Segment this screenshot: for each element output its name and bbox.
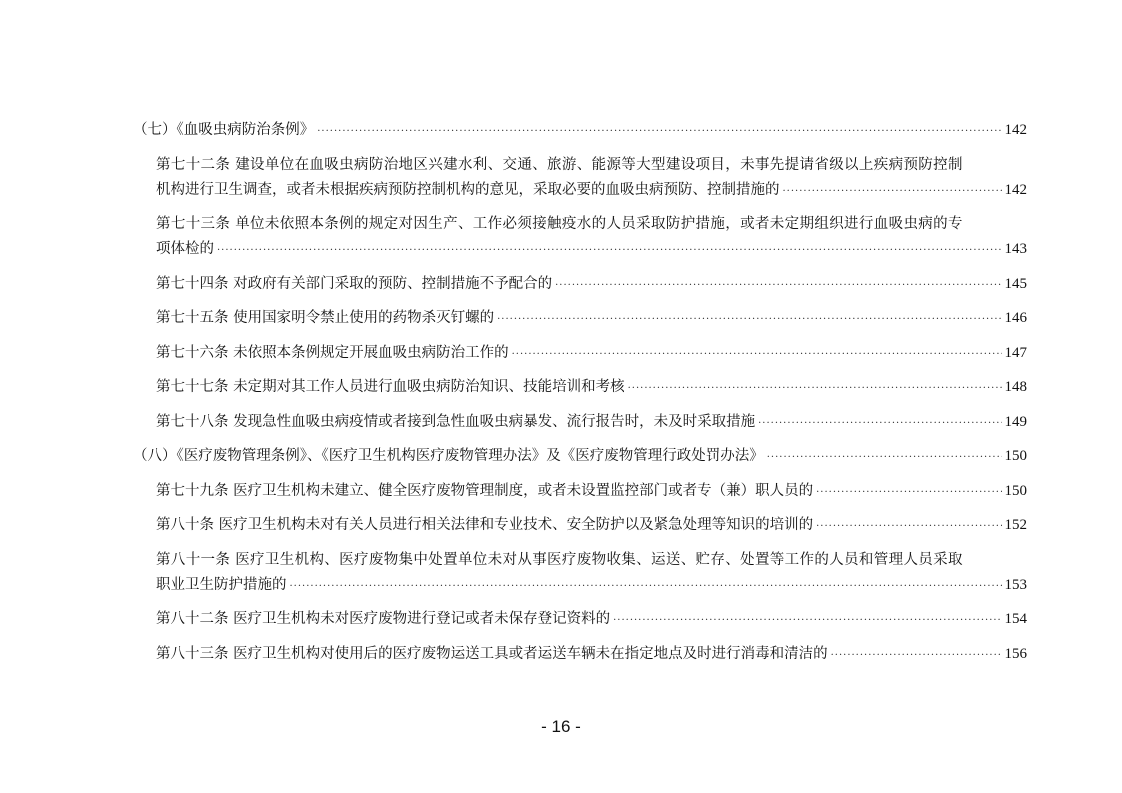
toc-entry-title: （八）《医疗废物管理条例》、《医疗卫生机构医疗废物管理办法》及《医疗废物管理行政处罚办法》 bbox=[133, 448, 764, 464]
toc-section-entry[interactable] bbox=[133, 118, 1027, 143]
toc-entry-title: 第七十八条 发现急性血吸虫病疫情或者接到急性血吸虫病暴发、流行报告时，未及时采取措施 bbox=[156, 413, 756, 430]
dot-leader bbox=[831, 643, 1002, 668]
toc-entry-title: 第七十七条 未定期对其工作人员进行血吸虫病防治知识、技能培训和考核 bbox=[156, 379, 625, 395]
toc-entry-title: 第八十三条 医疗卫生机构对使用后的医疗废物运送工具或者运送车辆未在指定地点及时进行消毒和清洁的 bbox=[156, 645, 828, 662]
toc-article-entry[interactable] bbox=[133, 153, 1027, 203]
toc-entry-title: 第七十四条 对政府有关部门采取的预防、控制措施不予配合的 bbox=[156, 275, 553, 292]
toc-page-number: 153 bbox=[1004, 576, 1027, 593]
toc-page-number: 150 bbox=[1004, 482, 1027, 499]
toc-page-number: 142 bbox=[1004, 181, 1027, 198]
toc-page-number: 145 bbox=[1004, 275, 1027, 292]
dot-leader bbox=[613, 608, 1001, 633]
dot-leader bbox=[783, 179, 1002, 204]
toc-entry-title: 第八十二条 医疗卫生机构未对医疗废物进行登记或者未保存登记资料的 bbox=[156, 611, 611, 627]
toc-article-entry[interactable] bbox=[133, 642, 1027, 667]
footer-page-number: - 16 - bbox=[541, 717, 581, 736]
dot-leader bbox=[217, 238, 1002, 263]
toc-article-entry[interactable] bbox=[133, 607, 1027, 632]
toc-entry-title: 第七十九条 医疗卫生机构未建立、健全医疗废物管理制度，或者未设置监控部门或者专（兼）职人员的 bbox=[156, 482, 814, 499]
dot-leader bbox=[497, 307, 1001, 332]
toc-entry-title-line1: 第七十二条 建设单位在血吸虫病防治地区兴建水利、交通、旅游、能源等大型建设项目，未事先提请省级以上疾病预防控制 bbox=[156, 156, 963, 173]
toc-page-number: 148 bbox=[1004, 379, 1027, 395]
toc-article-entry[interactable] bbox=[133, 513, 1027, 538]
toc-page-number: 154 bbox=[1004, 611, 1027, 627]
toc-entry-title-line2: 项体检的 bbox=[156, 241, 214, 257]
dot-leader bbox=[512, 342, 1002, 367]
dot-leader bbox=[290, 574, 1002, 599]
toc-entry-title: 第八十条 医疗卫生机构未对有关人员进行相关法律和专业技术、安全防护以及紧急处理等知识的培训的 bbox=[156, 517, 814, 533]
dot-leader bbox=[555, 273, 1001, 298]
toc-page-number: 146 bbox=[1004, 310, 1027, 326]
toc-article-entry[interactable] bbox=[133, 375, 1027, 400]
dot-leader bbox=[628, 376, 1002, 401]
dot-leader bbox=[816, 480, 1001, 505]
toc-section-entry[interactable] bbox=[133, 444, 1027, 469]
toc-page-number: 156 bbox=[1004, 645, 1027, 662]
toc-page-number: 152 bbox=[1004, 517, 1027, 533]
table-of-contents bbox=[133, 118, 1027, 676]
toc-entry-title: （七）《血吸虫病防治条例》 bbox=[133, 122, 315, 138]
toc-entry-title-line2: 机构进行卫生调查，或者未根据疾病预防控制机构的意见，采取必要的血吸虫病预防、控制措施的 bbox=[156, 181, 780, 198]
toc-entry-title: 第七十六条 未依照本条例规定开展血吸虫病防治工作的 bbox=[156, 344, 509, 361]
toc-page-number: 147 bbox=[1004, 344, 1027, 361]
dot-leader bbox=[317, 119, 1001, 144]
dot-leader bbox=[767, 445, 1002, 470]
toc-article-entry[interactable] bbox=[133, 306, 1027, 331]
toc-article-entry[interactable] bbox=[133, 272, 1027, 297]
toc-article-entry[interactable] bbox=[133, 341, 1027, 366]
toc-article-entry[interactable] bbox=[133, 548, 1027, 598]
toc-article-entry[interactable] bbox=[133, 479, 1027, 504]
dot-leader bbox=[816, 514, 1001, 539]
toc-entry-title: 第七十五条 使用国家明令禁止使用的药物杀灭钉螺的 bbox=[156, 310, 495, 326]
toc-entry-title-line1: 第八十一条 医疗卫生机构、医疗废物集中处置单位未对从事医疗废物收集、运送、贮存、处置等工作的人员和管理人员采取 bbox=[156, 551, 963, 568]
toc-entry-title-line2: 职业卫生防护措施的 bbox=[156, 576, 287, 593]
toc-entry-title-line1: 第七十三条 单位未依照本条例的规定对因生产、工作必须接触疫水的人员采取防护措施，或者未定期组织进行血吸虫病的专 bbox=[156, 216, 963, 232]
dot-leader bbox=[758, 411, 1001, 436]
toc-article-entry[interactable] bbox=[133, 212, 1027, 262]
toc-article-entry[interactable] bbox=[133, 410, 1027, 435]
toc-page-number: 149 bbox=[1004, 413, 1027, 430]
toc-page-number: 143 bbox=[1004, 241, 1027, 257]
toc-page-number: 142 bbox=[1004, 122, 1027, 138]
toc-page-number: 150 bbox=[1004, 448, 1027, 464]
